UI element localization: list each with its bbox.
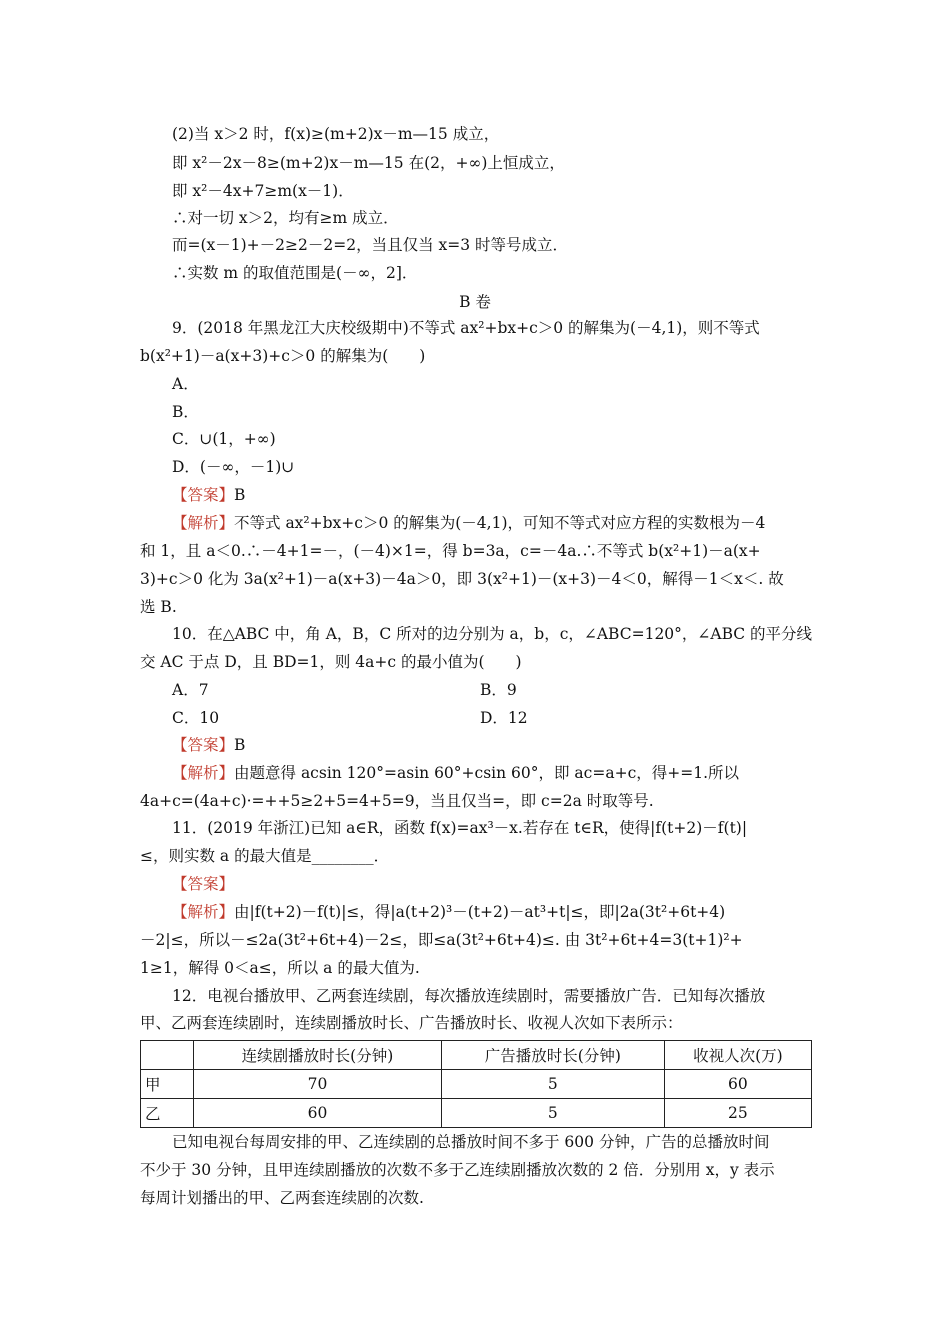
q12-after-line-2: 不少于 30 分钟，且甲连续剧播放的次数不多于乙连续剧播放次数的 2 倍．分别用 x，y 表示 bbox=[140, 1161, 775, 1179]
table-cell: 70 bbox=[194, 1070, 442, 1099]
part2-line-1: (2)当 x＞2 时，f(x)≥(m+2)x－m—15 成立， bbox=[172, 125, 500, 143]
q12-stem-line-2: 甲、乙两套连续剧时，连续剧播放时长、广告播放时长、收视人次如下表所示： bbox=[140, 1014, 683, 1032]
table-cell: 5 bbox=[441, 1070, 664, 1099]
part2-line-5: 而=(x－1)+－2≥2－2=2，当且仅当 x=3 时等号成立． bbox=[172, 236, 569, 254]
q9-analysis-line-3: 3)+c＞0 化为 3a(x²+1)－a(x+3)－4a＞0，即 3(x²+1)－(x+3)－4＜0，解得－1＜x＜. 故 bbox=[140, 570, 784, 588]
q11-stem-line-2: ≤，则实数 a 的最大值是________． bbox=[140, 847, 390, 865]
q10-stem-line-1: 10．在△ABC 中，角 A，B，C 所对的边分别为 a，b，c，∠ABC=120°，∠ABC 的平分线 bbox=[172, 625, 813, 643]
table-header-cell bbox=[141, 1041, 194, 1070]
answer-value: B bbox=[234, 736, 246, 754]
table-row bbox=[141, 1070, 812, 1099]
table-row bbox=[141, 1099, 812, 1128]
answer-tag: 【答案】 bbox=[172, 875, 235, 893]
answer-value: B bbox=[234, 486, 246, 504]
table-header-cell: 收视人次(万) bbox=[664, 1041, 811, 1070]
q10-analysis-line-2: 4a+c=(4a+c)·=++5≥2+5=4+5=9，当且仅当=，即 c=2a 时取等号. bbox=[140, 792, 654, 810]
q9-option-b: B． bbox=[172, 403, 199, 421]
q9-stem-line-1: 9．(2018 年黑龙江大庆校级期中)不等式 ax²+bx+c＞0 的解集为(－4,1)，则不等式 bbox=[172, 319, 760, 337]
q11-analysis-line-2: －2|≤，所以－≤2a(3t²+6t+4)－2≤，即≤a(3t²+6t+4)≤. 由 3t²+6t+4=3(t+1)²+ bbox=[140, 931, 743, 949]
q10-option-d: D．12 bbox=[480, 709, 528, 727]
table-cell: 乙 bbox=[141, 1099, 194, 1128]
table-cell: 60 bbox=[664, 1070, 811, 1099]
part2-line-3: 即 x²－4x+7≥m(x－1)． bbox=[172, 182, 354, 200]
analysis-tag: 【解析】 bbox=[172, 764, 235, 782]
q10-stem-line-2: 交 AC 于点 D，且 BD=1，则 4a+c 的最小值为( ) bbox=[140, 653, 522, 671]
broadcast-table bbox=[140, 1040, 812, 1128]
table-cell: 25 bbox=[664, 1099, 811, 1128]
part2-line-2: 即 x²－2x－8≥(m+2)x－m—15 在(2，+∞)上恒成立， bbox=[172, 154, 565, 172]
q12-stem-line-1: 12．电视台播放甲、乙两套连续剧，每次播放连续剧时，需要播放广告．已知每次播放 bbox=[172, 987, 766, 1005]
q11-stem-line-1: 11．(2019 年浙江)已知 a∈R，函数 f(x)=ax³－x.若存在 t∈R，使得|f(t+2)－f(t)| bbox=[172, 819, 748, 837]
answer-tag: 【答案】 bbox=[172, 486, 235, 504]
q9-option-c: C．∪(1，+∞) bbox=[172, 430, 276, 448]
analysis-tag: 【解析】 bbox=[172, 514, 235, 532]
analysis-tag: 【解析】 bbox=[172, 903, 235, 921]
table-header-cell: 连续剧播放时长(分钟) bbox=[194, 1041, 442, 1070]
q11-analysis-line-1 bbox=[172, 902, 725, 922]
q9-analysis-line-1 bbox=[172, 513, 765, 533]
q9-analysis-line-4: 选 B. bbox=[140, 598, 177, 616]
q12-after-line-1: 已知电视台每周安排的甲、乙连续剧的总播放时间不多于 600 分钟，广告的总播放时间 bbox=[172, 1133, 770, 1151]
q10-answer bbox=[172, 735, 245, 755]
q11-answer bbox=[172, 874, 234, 894]
q10-option-a: A．7 bbox=[172, 681, 209, 699]
part2-line-4: ∴对一切 x＞2，均有≥m 成立． bbox=[172, 209, 399, 227]
section-title: B 卷 bbox=[459, 293, 491, 311]
table-cell: 甲 bbox=[141, 1070, 194, 1099]
answer-tag: 【答案】 bbox=[172, 736, 235, 754]
q9-analysis-line-2: 和 1，且 a＜0.∴－4+1=－，(－4)×1=，得 b=3a，c=－4a.∴不等式 b(x²+1)－a(x+ bbox=[140, 542, 761, 560]
analysis-text: 由题意得 acsin 120°=asin 60°+csin 60°，即 ac=a+c，得+=1.所以 bbox=[234, 764, 740, 782]
q12-after-line-3: 每周计划播出的甲、乙两套连续剧的次数. bbox=[140, 1189, 424, 1207]
q9-answer bbox=[172, 485, 245, 505]
q11-analysis-line-3: 1≥1，解得 0＜a≤，所以 a 的最大值为. bbox=[140, 959, 420, 977]
q10-option-c: C．10 bbox=[172, 709, 220, 727]
table-cell: 60 bbox=[194, 1099, 442, 1128]
q9-option-a: A． bbox=[172, 375, 199, 393]
q9-stem-line-2: b(x²+1)－a(x+3)+c＞0 的解集为( ) bbox=[140, 347, 426, 365]
analysis-text: 不等式 ax²+bx+c＞0 的解集为(－4,1)，可知不等式对应方程的实数根为－4 bbox=[234, 514, 766, 532]
q9-option-d: D．(－∞，－1)∪ bbox=[172, 458, 295, 476]
table-header-row bbox=[141, 1041, 812, 1070]
q10-option-b: B．9 bbox=[480, 681, 517, 699]
analysis-text: 由|f(t+2)－f(t)|≤，得|a(t+2)³－(t+2)－at³+t|≤，即|2a(3t²+6t+4) bbox=[234, 903, 726, 921]
q10-analysis-line-1 bbox=[172, 763, 739, 783]
part2-line-6: ∴实数 m 的取值范围是(－∞，2]． bbox=[172, 264, 418, 282]
table-cell: 5 bbox=[441, 1099, 664, 1128]
table-header-cell: 广告播放时长(分钟) bbox=[441, 1041, 664, 1070]
